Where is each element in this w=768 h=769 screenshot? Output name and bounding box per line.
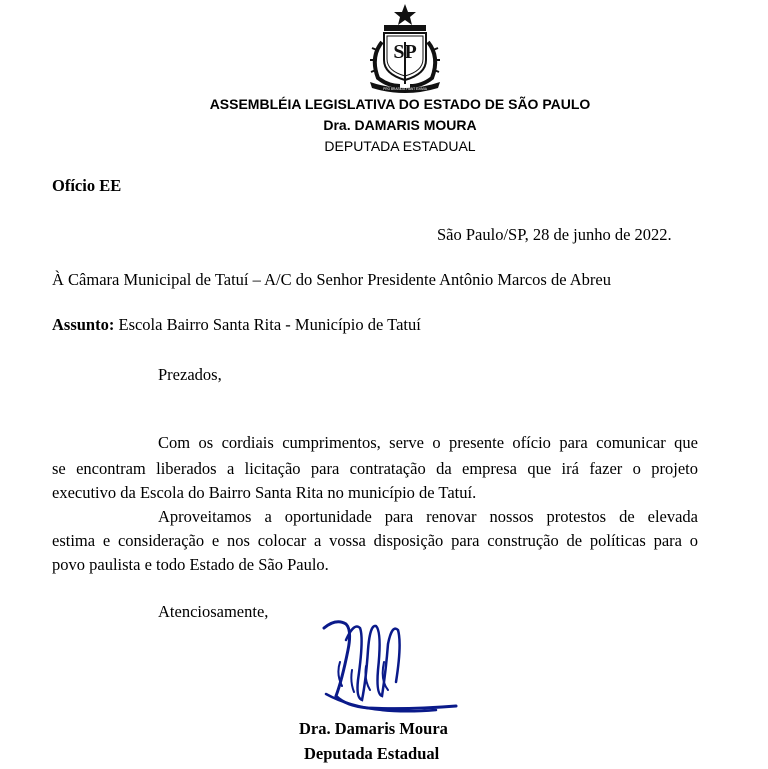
- subject-text: Escola Bairro Santa Rita - Município de Tatuí: [118, 315, 421, 334]
- document-id: Ofício EE: [52, 176, 122, 195]
- deputy-name: Dra. DAMARIS MOURA: [323, 117, 477, 133]
- date-line: São Paulo/SP, 28 de junho de 2022.: [437, 225, 672, 244]
- paragraph-2-line-2: estima e consideração e nos colocar a vossa disposição para construção de políticas para o: [52, 531, 698, 550]
- institution-title: ASSEMBLÉIA LEGISLATIVA DO ESTADO DE SÃO PAULO: [209, 96, 591, 112]
- sao-paulo-coat-of-arms-icon: [360, 2, 450, 94]
- seal-motto: PRO BRASILIA FIANT EXIMIA: [383, 87, 427, 91]
- seal-monogram: SP: [393, 41, 417, 63]
- paragraph-1-line-2: se encontram liberados a licitação para contratação da empresa que irá fazer o projeto: [52, 459, 698, 478]
- signer-name: Dra. Damaris Moura: [299, 719, 448, 738]
- recipient-line: À Câmara Municipal de Tatuí – A/C do Senhor Presidente Antônio Marcos de Abreu: [52, 270, 611, 289]
- handwritten-signature: [306, 610, 466, 730]
- paragraph-2-line-3: povo paulista e todo Estado de São Paulo.: [52, 555, 329, 574]
- signer-role: Deputada Estadual: [304, 744, 440, 763]
- paragraph-2-line-1: Aproveitamos a oportunidade para renovar nossos protestos de elevada: [158, 507, 698, 526]
- greeting: Prezados,: [158, 365, 222, 384]
- subject-line: [52, 315, 421, 335]
- paragraph-1-line-1: Com os cordiais cumprimentos, serve o presente ofício para comunicar que: [158, 433, 698, 452]
- paragraph-1-line-3: executivo da Escola do Bairro Santa Rita no município de Tatuí.: [52, 483, 477, 502]
- deputy-role: DEPUTADA ESTADUAL: [324, 138, 476, 154]
- closing: Atenciosamente,: [158, 602, 269, 621]
- subject-label: Assunto:: [52, 315, 115, 334]
